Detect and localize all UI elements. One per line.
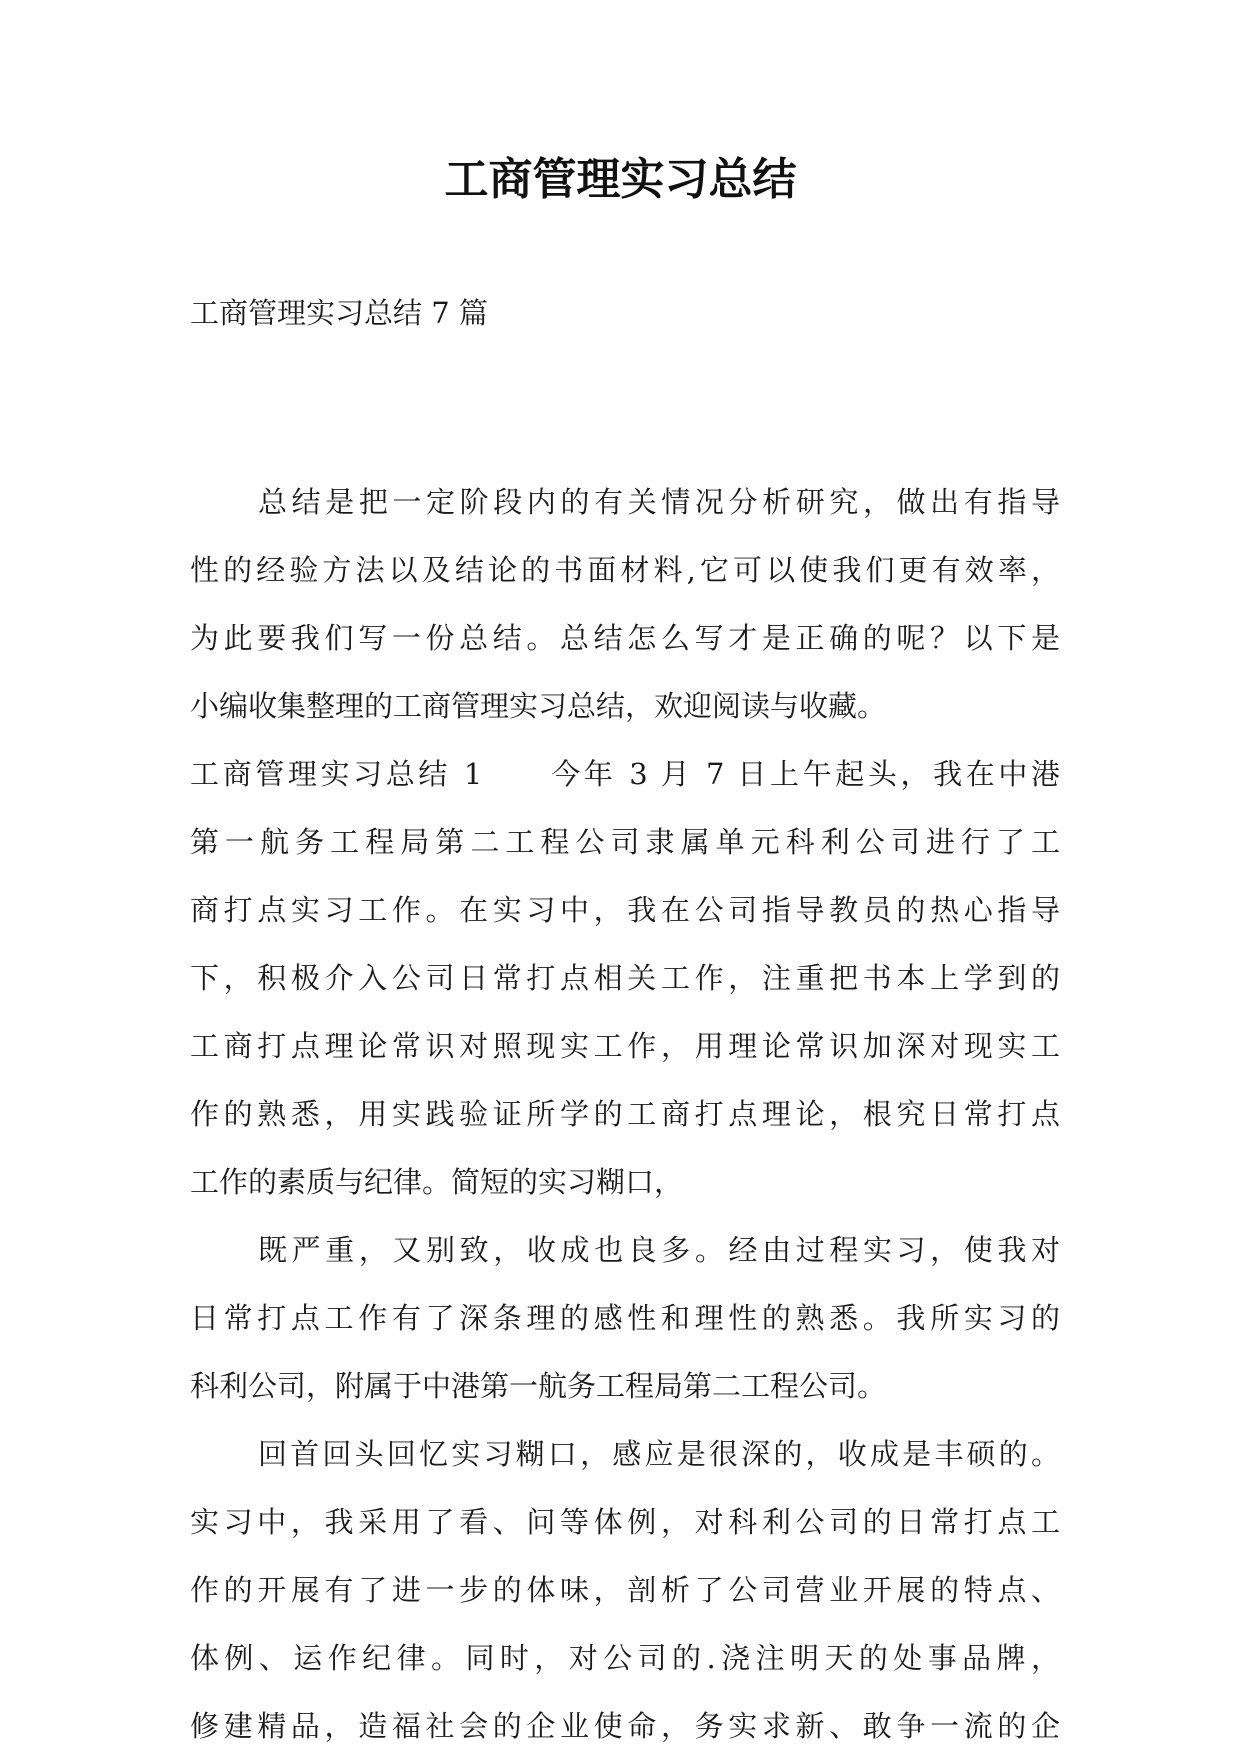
paragraph-line: 既严重，又别致，收成也良多。经由过程实习，使我对 [258, 1233, 1060, 1267]
paragraph-line: 商打点实习工作。在实习中，我在公司指导教员的热心指导 [190, 893, 1060, 927]
paragraph-line: 为此要我们写一份总结。总结怎么写才是正确的呢？以下是 [190, 621, 1060, 655]
document-subtitle: 工商管理实习总结 7 篇 [190, 296, 488, 330]
paragraph-line: 工作的素质与纪律。简短的实习糊口， [190, 1165, 684, 1199]
paragraph-line: 作的熟悉，用实践验证所学的工商打点理论，根究日常打点 [190, 1097, 1060, 1131]
paragraph-line: 下，积极介入公司日常打点相关工作，注重把书本上学到的 [190, 961, 1060, 995]
paragraph-line: 工商管理实习总结 1 今年 3 月 7 日上午起头，我在中港 [190, 757, 1060, 791]
paragraph-line: 科利公司，附属于中港第一航务工程局第二工程公司。 [190, 1369, 887, 1403]
paragraph-line: 回首回头回忆实习糊口，感应是很深的，收成是丰硕的。 [258, 1437, 1060, 1471]
paragraph-line: 小编收集整理的工商管理实习总结，欢迎阅读与收藏。 [190, 689, 887, 723]
paragraph-line: 第一航务工程局第二工程公司隶属单元科利公司进行了工 [190, 825, 1060, 859]
document-title: 工商管理实习总结 [444, 154, 797, 205]
paragraph-line: 实习中，我采用了看、问等体例，对科利公司的日常打点工 [190, 1505, 1060, 1539]
paragraph-line: 性的经验方法以及结论的书面材料,它可以使我们更有效率， [190, 553, 1060, 587]
paragraph-line: 修建精品，造福社会的企业使命，务实求新、敢争一流的企 [190, 1709, 1060, 1743]
paragraph-line: 作的开展有了进一步的体味，剖析了公司营业开展的特点、 [190, 1573, 1060, 1607]
paragraph-line: 工商打点理论常识对照现实工作，用理论常识加深对现实工 [190, 1029, 1060, 1063]
paragraph-line: 体例、运作纪律。同时，对公司的.浇注明天的处事品牌， [190, 1641, 1060, 1675]
document-body [190, 468, 1060, 1760]
paragraph-line: 总结是把一定阶段内的有关情况分析研究，做出有指导 [258, 485, 1060, 519]
paragraph-line: 日常打点工作有了深条理的感性和理性的熟悉。我所实习的 [190, 1301, 1060, 1335]
